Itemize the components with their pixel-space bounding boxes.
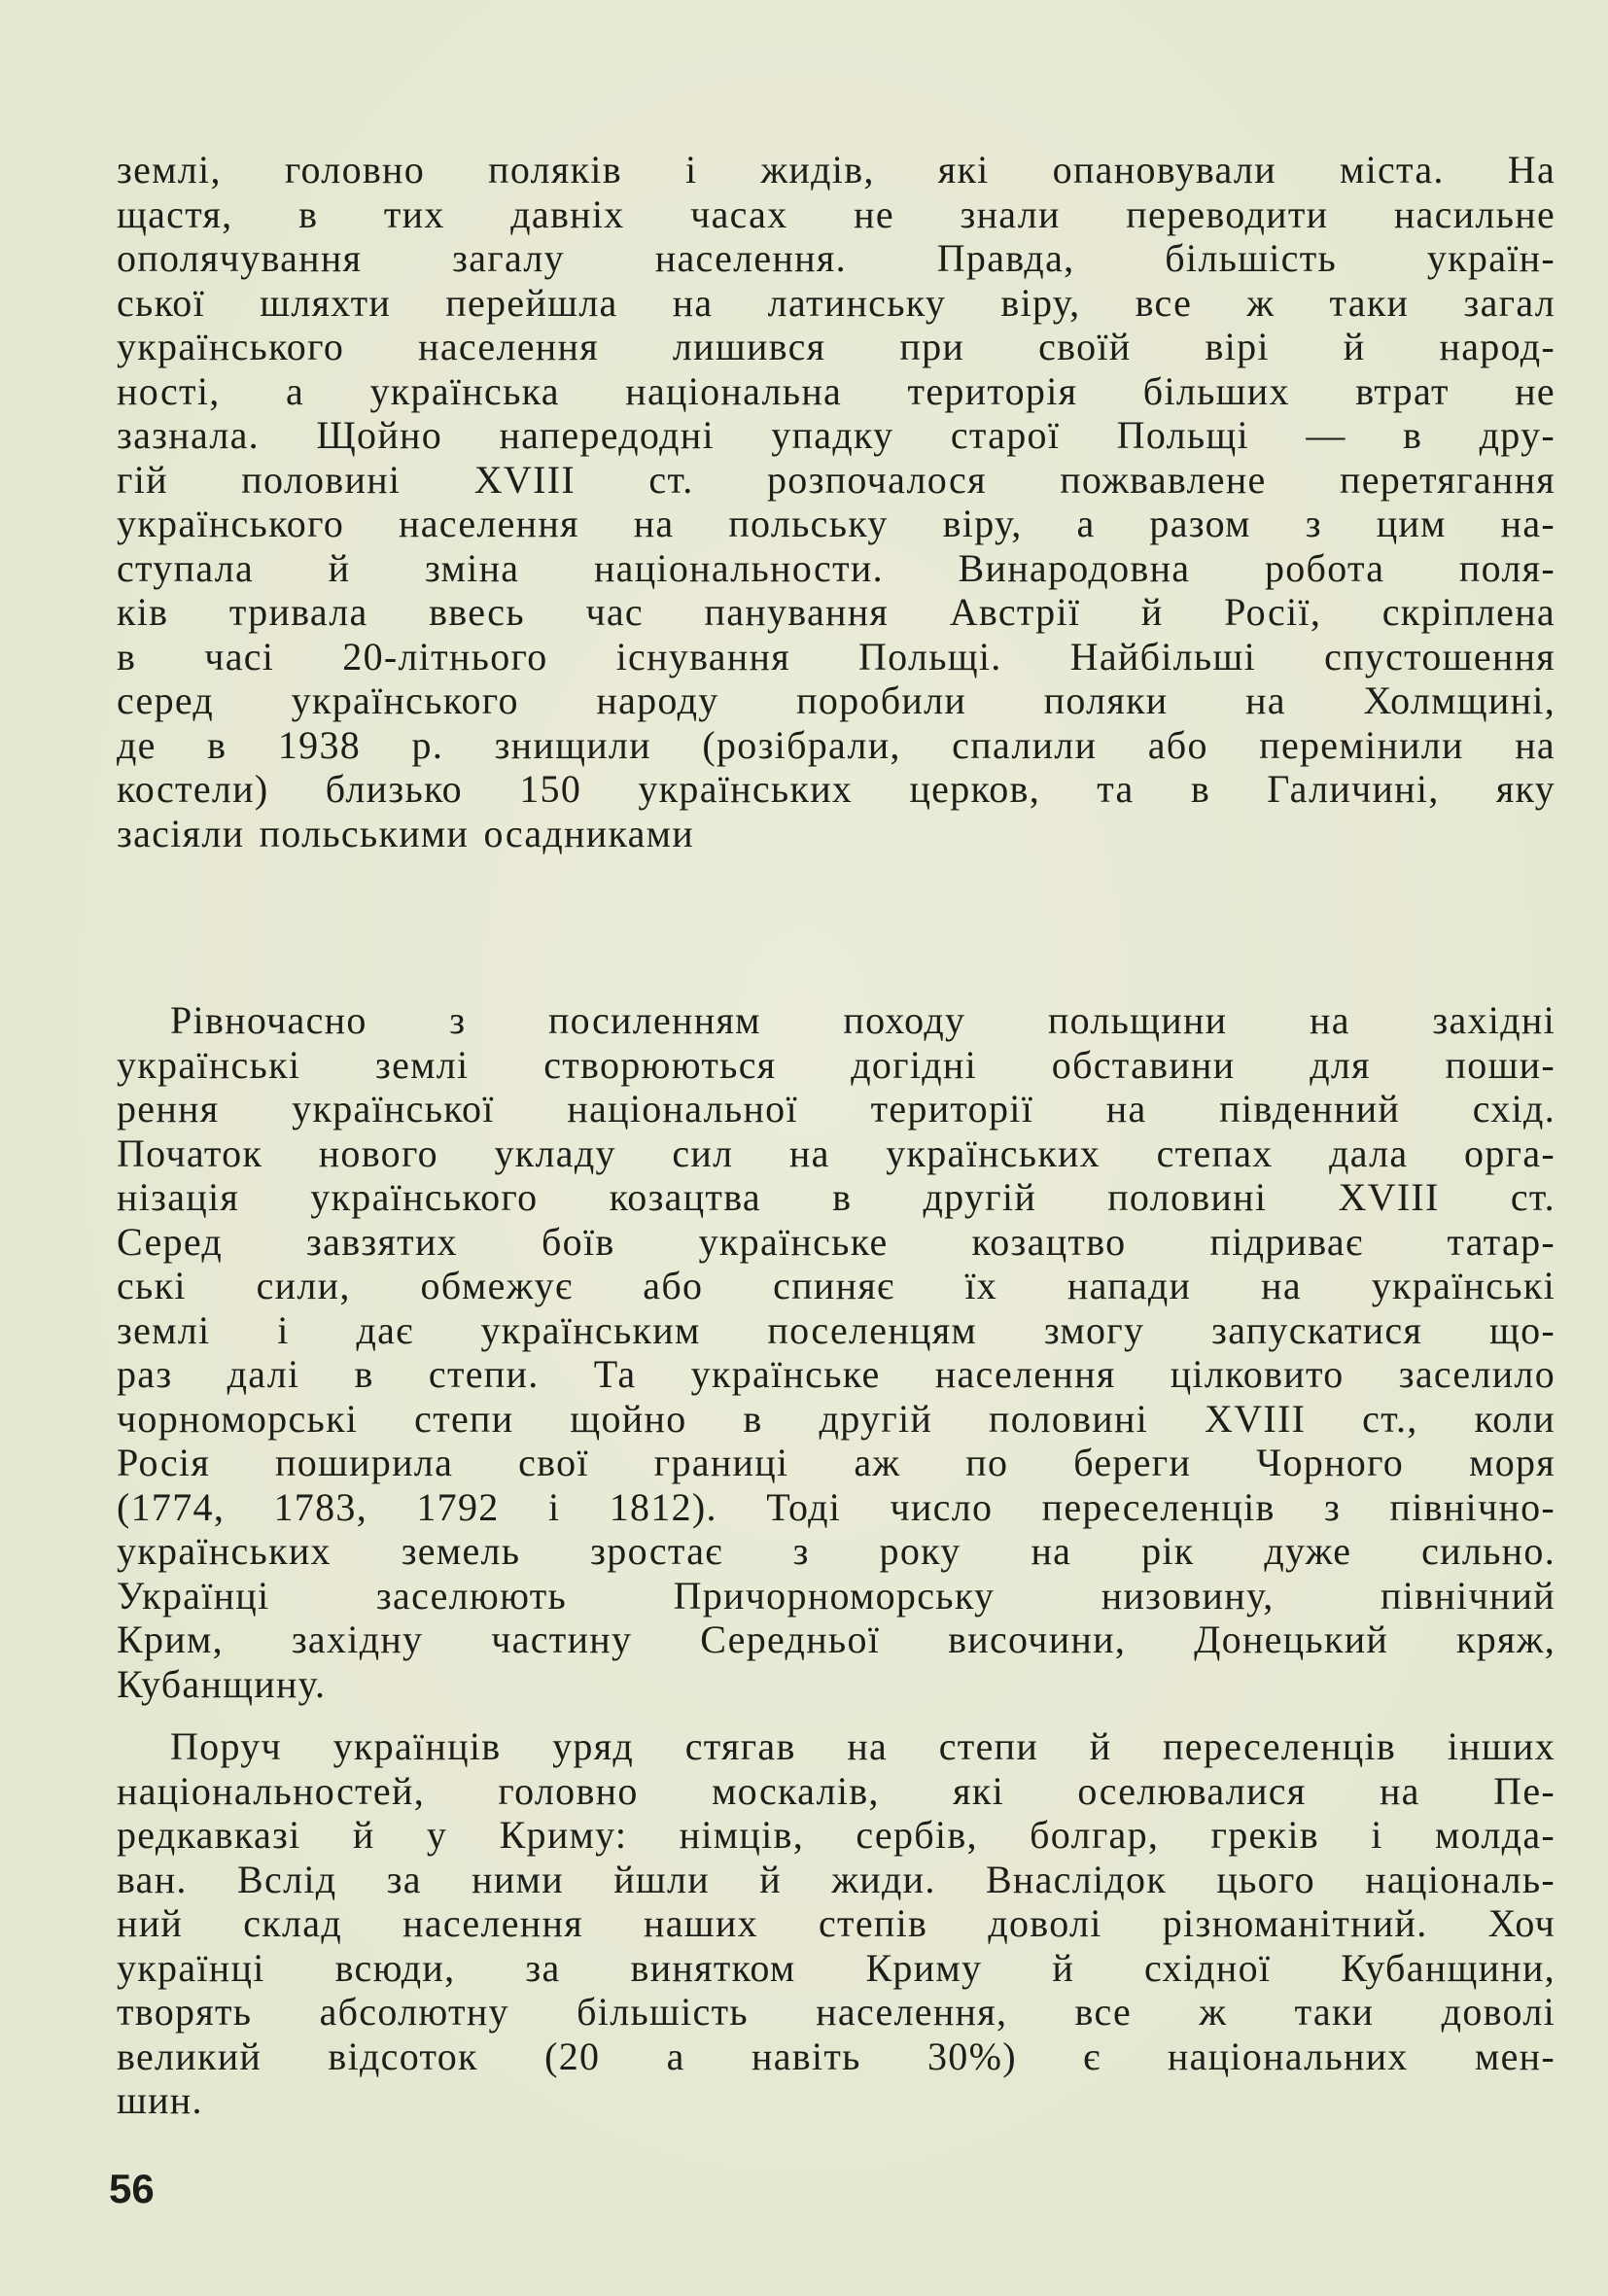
text-line: ополячування загалу населення. Правда, більшість україн-: [117, 236, 1556, 280]
text-line: в часі 20-літнього існування Польщі. Найбільші спустошення: [117, 634, 1556, 678]
text-line: Українці заселюють Причорноморську низовину, північний: [117, 1573, 1556, 1618]
text-line: українських земель зростає з року на рік дуже сильно.: [117, 1529, 1556, 1573]
text-line: ступала й зміна національности. Винародовна робота поля-: [117, 545, 1556, 590]
text-line: Серед завзятих боїв українське козацтво підриває татар-: [117, 1219, 1556, 1264]
paragraph-3: [117, 1724, 1556, 2123]
text-line: рення української національної території на південний схід.: [117, 1087, 1556, 1131]
text-line: творять абсолютну більшість населення, все ж таки доволі: [117, 1990, 1556, 2034]
paragraph-2: [117, 998, 1556, 1706]
text-line: чорноморські степи щойно в другій половині XVIII ст., коли: [117, 1396, 1556, 1441]
text-line: раз далі в степи. Та українське населення цілковито заселило: [117, 1352, 1556, 1396]
text-line: ності, а українська національна територія більших втрат не: [117, 368, 1556, 413]
text-line: національностей, головно москалів, які оселювалися на Пе-: [117, 1768, 1556, 1813]
text-line: нізація українського козацтва в другій половині XVIII ст.: [117, 1175, 1556, 1219]
text-line: зазнала. Щойно напередодні упадку старої Польщі — в дру-: [117, 413, 1556, 457]
text-line: великий відсоток (20 а навіть 30%) є національних мен-: [117, 2034, 1556, 2078]
text-line: засіяли польськими осадниками: [117, 811, 694, 855]
text-line: де в 1938 р. знищили (розібрали, спалили або перемінили на: [117, 722, 1556, 767]
text-line: шин.: [117, 2078, 203, 2122]
text-line: серед українського народу поробили поляки на Холмщині,: [117, 678, 1556, 722]
page-number: 56: [109, 2166, 155, 2211]
text-line: українського населення лишився при своїй вірі й народ-: [117, 325, 1556, 368]
text-line: гій половині XVIII ст. розпочалося пожвавлене перетягання: [117, 457, 1556, 502]
text-line: Росія поширила свої границі аж по береги Чорного моря: [117, 1441, 1556, 1484]
text-line: Кубанщину.: [117, 1661, 327, 1706]
text-line: ської шляхти перейшла на латинську віру, все ж таки загал: [117, 280, 1556, 325]
text-line: землі і дає українським поселенцям змогу запускатися що-: [117, 1307, 1556, 1352]
text-line: ний склад населення наших степів доволі різноманітний. Хоч: [117, 1901, 1556, 1945]
text-line: землі, головно поляків і жидів, які опановували міста. На: [117, 148, 1556, 191]
text-line: Рівночасно з посиленням походу польщини на західні: [170, 998, 1556, 1042]
text-line: Початок нового укладу сил на українських степах дала орга-: [117, 1131, 1556, 1175]
text-line: ван. Вслід за ними йшли й жиди. Внаслідок цього національ-: [117, 1857, 1556, 1901]
text-line: редкавказі й у Криму: німців, сербів, болгар, греків і молда-: [117, 1813, 1556, 1857]
text-line: щастя, в тих давніх часах не знали переводити насильне: [117, 191, 1556, 236]
text-line: ків тривала ввесь час панування Австрії й Росії, скріплена: [117, 590, 1556, 634]
paragraph-1: [117, 148, 1556, 855]
text-line: костели) близько 150 українських церков, та в Галичині, яку: [117, 767, 1556, 811]
text-line: Крим, західну частину Середньої височини, Донецький кряж,: [117, 1618, 1556, 1661]
text-line: Поруч українців уряд стягав на степи й переселенців інших: [170, 1724, 1556, 1768]
text-line: ські сили, обмежує або спиняє їх напади на українські: [117, 1264, 1556, 1307]
text-line: українські землі створюються догідні обставини для поши-: [117, 1042, 1556, 1087]
text-line: українці всюди, за винятком Криму й східної Кубанщини,: [117, 1945, 1556, 1990]
text-line: (1774, 1783, 1792 і 1812). Тоді число переселенців з північно-: [117, 1484, 1556, 1529]
text-line: українського населення на польську віру, а разом з цим на-: [117, 502, 1556, 545]
